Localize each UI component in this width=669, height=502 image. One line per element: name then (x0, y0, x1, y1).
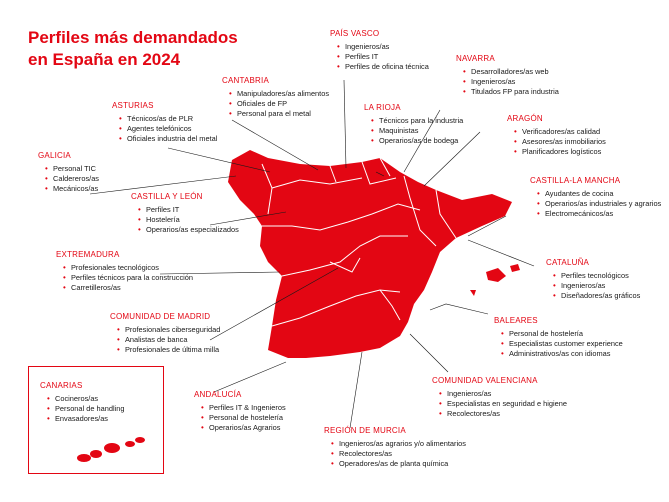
list-item: • Manipuladores/as alimentos (229, 89, 329, 99)
list-item: • Ingenieros/as (337, 42, 429, 52)
list-item: • Recolectores/as (439, 409, 567, 419)
region-name: ARAGÓN (507, 114, 543, 123)
list-item: • Administrativos/as con idiomas (501, 349, 623, 359)
region-name: COMUNIDAD DE MADRID (110, 312, 211, 321)
list-item: • Profesionales ciberseguridad (117, 325, 220, 335)
region-name: CANARIAS (40, 381, 83, 390)
balearic-islands-shape (470, 264, 520, 296)
region-name: REGIÓN DE MURCIA (324, 426, 406, 435)
list-item: • Oficiales industria del metal (119, 134, 217, 144)
region-madrid (110, 312, 220, 356)
list-item: • Maquinistas (371, 126, 463, 136)
region-galicia (38, 151, 99, 195)
region-name: CATALUÑA (546, 258, 590, 267)
list-item: • Operarios/as especializados (138, 225, 239, 235)
list-item: • Hostelería (138, 215, 239, 225)
region-extremadura (56, 250, 193, 294)
list-item: • Cocineros/as (47, 394, 124, 404)
list-item: • Ingenieros/as (553, 281, 640, 291)
list-item: • Especialistas customer experience (501, 339, 623, 349)
region-name: LA RIOJA (364, 103, 401, 112)
list-item: • Planificadores logísticos (514, 147, 606, 157)
list-item: • Agentes telefónicos (119, 124, 217, 134)
list-item: • Perfiles de oficina técnica (337, 62, 429, 72)
region-la-rioja (364, 103, 463, 147)
list-item: • Ayudantes de cocina (537, 189, 661, 199)
region-pais-vasco (330, 29, 429, 73)
region-name: CASTILLA-LA MANCHA (530, 176, 621, 185)
list-item: • Personal para el metal (229, 109, 329, 119)
list-item: • Perfiles IT & Ingenieros (201, 403, 286, 413)
region-castilla-leon (131, 192, 239, 236)
list-item: • Mecánicos/as (45, 184, 99, 194)
list-item: • Asesores/as inmobiliarios (514, 137, 606, 147)
list-item: • Verificadores/as calidad (514, 127, 606, 137)
list-item: • Oficiales de FP (229, 99, 329, 109)
list-item: • Personal TIC (45, 164, 99, 174)
list-item: • Analistas de banca (117, 335, 220, 345)
region-name: PAÍS VASCO (330, 29, 380, 38)
region-name: EXTREMADURA (56, 250, 120, 259)
region-name: ANDALUCÍA (194, 390, 242, 399)
title-line-2: en España en 2024 (28, 50, 181, 69)
region-valenciana (432, 376, 567, 420)
list-item: • Especialistas en seguridad e higiene (439, 399, 567, 409)
list-item: • Envasadores/as (47, 414, 124, 424)
region-name: CANTABRIA (222, 76, 269, 85)
list-item: • Perfiles IT (337, 52, 429, 62)
list-item: • Personal de hostelería (201, 413, 286, 423)
region-aragon (507, 114, 606, 158)
region-cataluna (546, 258, 640, 302)
list-item: • Perfiles IT (138, 205, 239, 215)
list-item: • Personal de hostelería (501, 329, 623, 339)
region-navarra (456, 54, 559, 98)
region-murcia (324, 426, 466, 470)
list-item: • Operadores/as de planta química (331, 459, 466, 469)
title-line-1: Perfiles más demandados (28, 28, 238, 47)
region-canarias (40, 381, 124, 425)
region-name: CASTILLA Y LEÓN (131, 192, 203, 201)
region-andalucia (194, 390, 286, 434)
list-item: • Recolectores/as (331, 449, 466, 459)
list-item: • Ingenieros/as (463, 77, 559, 87)
region-name: NAVARRA (456, 54, 495, 63)
list-item: • Personal de handling (47, 404, 124, 414)
list-item: • Profesionales de última milla (117, 345, 220, 355)
list-item: • Carretilleros/as (63, 283, 193, 293)
list-item: • Operarios/as de bodega (371, 136, 463, 146)
list-item: • Desarrolladores/as web (463, 67, 559, 77)
region-name: COMUNIDAD VALENCIANA (432, 376, 538, 385)
list-item: • Técnicos para la industria (371, 116, 463, 126)
list-item: • Electromecánicos/as (537, 209, 661, 219)
list-item: • Titulados FP para industria (463, 87, 559, 97)
list-item: • Operarios/as Agrarios (201, 423, 286, 433)
list-item: • Ingenieros/as (439, 389, 567, 399)
region-name: ASTURIAS (112, 101, 154, 110)
list-item: • Caldereros/as (45, 174, 99, 184)
list-item: • Diseñadores/as gráficos (553, 291, 640, 301)
region-name: BALEARES (494, 316, 538, 325)
list-item: • Ingenieros/as agrarios y/o alimentarios (331, 439, 466, 449)
region-cantabria (222, 76, 329, 120)
list-item: • Técnicos/as de PLR (119, 114, 217, 124)
region-baleares (494, 316, 623, 360)
list-item: • Operarios/as industriales y agrarios (537, 199, 661, 209)
list-item: • Perfiles técnicos para la construcción (63, 273, 193, 283)
region-name: GALICIA (38, 151, 71, 160)
list-item: • Profesionales tecnológicos (63, 263, 193, 273)
spain-mainland-shape (228, 150, 512, 358)
list-item: • Perfiles tecnológicos (553, 271, 640, 281)
region-castilla-la-mancha (530, 176, 661, 220)
region-asturias (112, 101, 217, 145)
